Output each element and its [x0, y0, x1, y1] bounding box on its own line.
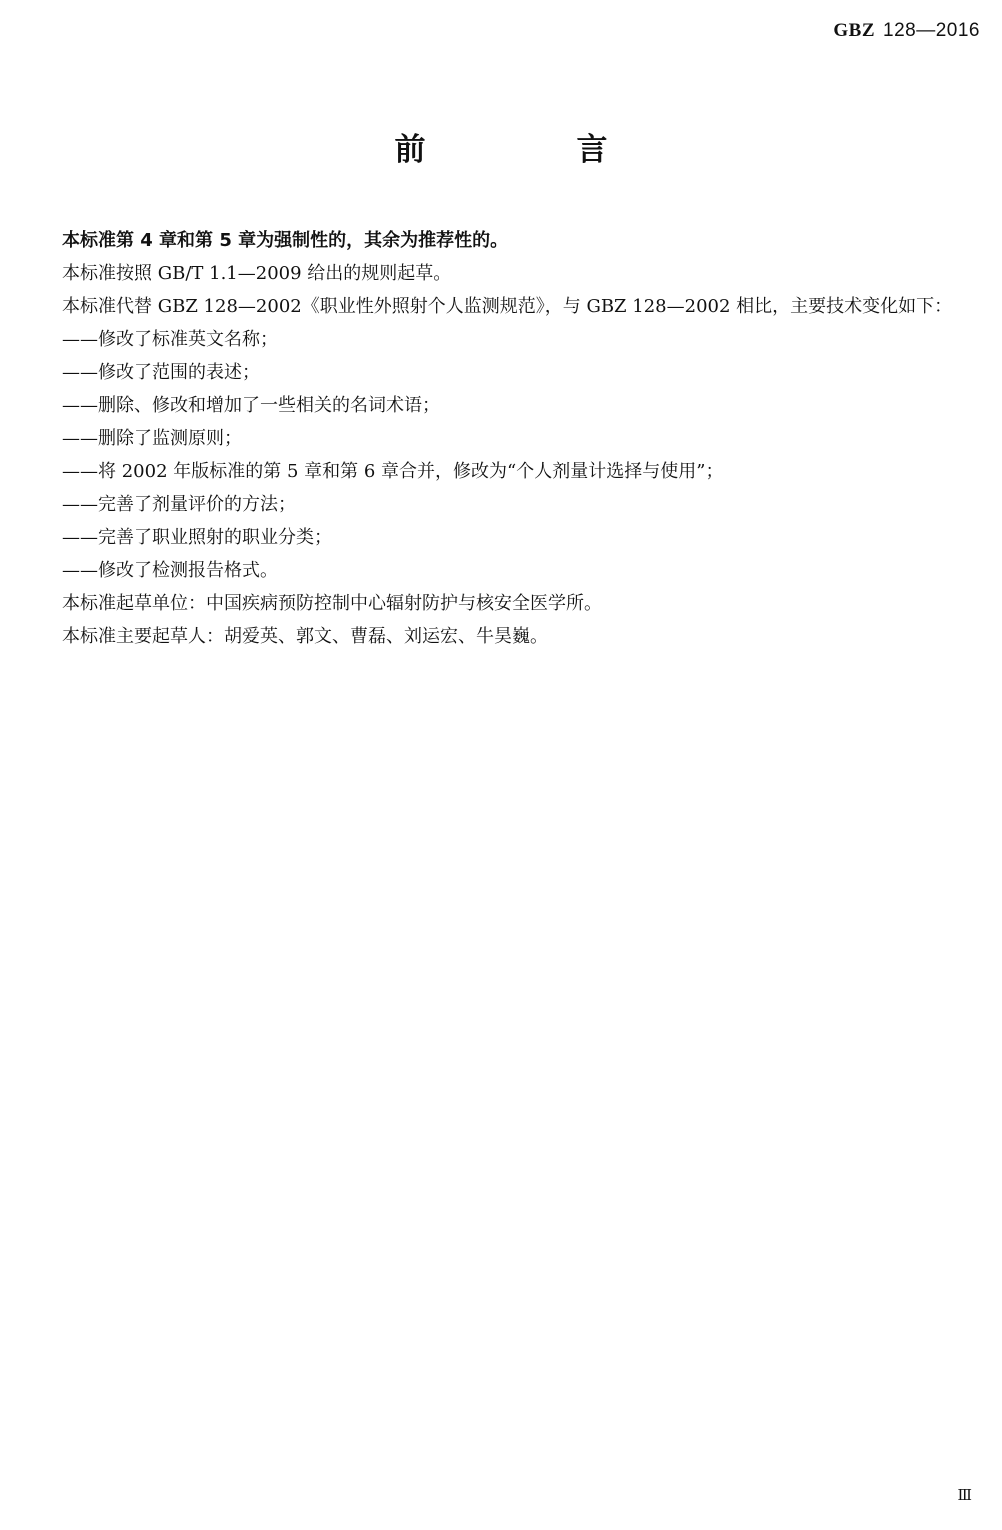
- drafting-unit-paragraph: 本标准起草单位：中国疾病预防控制中心辐射防护与核安全医学所。: [62, 593, 602, 614]
- drafters-paragraph: 本标准主要起草人：胡爱英、郭文、曹磊、刘运宏、牛昊巍。: [62, 626, 548, 647]
- change-item: ——完善了剂量评价的方法；: [62, 494, 296, 515]
- drafting-rules-paragraph: 本标准按照 GB/T 1.1—2009 给出的规则起草。: [62, 263, 452, 284]
- page-number: Ⅲ: [957, 1486, 972, 1504]
- replacement-paragraph: 本标准代替 GBZ 128—2002《职业性外照射个人监测规范》，与 GBZ 128—2002 相比，主要技术变化如下：: [62, 296, 953, 317]
- change-item: ——删除、修改和增加了一些相关的名词术语；: [62, 395, 440, 416]
- standard-code-header: [833, 20, 980, 42]
- mandatory-statement: 本标准第 4 章和第 5 章为强制性的，其余为推荐性的。: [62, 230, 509, 251]
- change-item: ——删除了监测原则；: [62, 428, 242, 449]
- change-item: ——修改了标准英文名称；: [62, 329, 278, 350]
- standard-number: 128—2016: [883, 20, 980, 41]
- page-title: 前 言: [394, 132, 668, 168]
- standard-prefix: GBZ: [833, 20, 876, 41]
- change-item: ——修改了检测报告格式。: [62, 560, 278, 581]
- change-item: ——完善了职业照射的职业分类；: [62, 527, 332, 548]
- foreword-body: [22, 224, 984, 653]
- change-item: ——将 2002 年版标准的第 5 章和第 6 章合并，修改为“个人剂量计选择与使用”；: [62, 461, 724, 482]
- changes-list: [22, 323, 984, 587]
- change-item: ——修改了范围的表述；: [62, 362, 260, 383]
